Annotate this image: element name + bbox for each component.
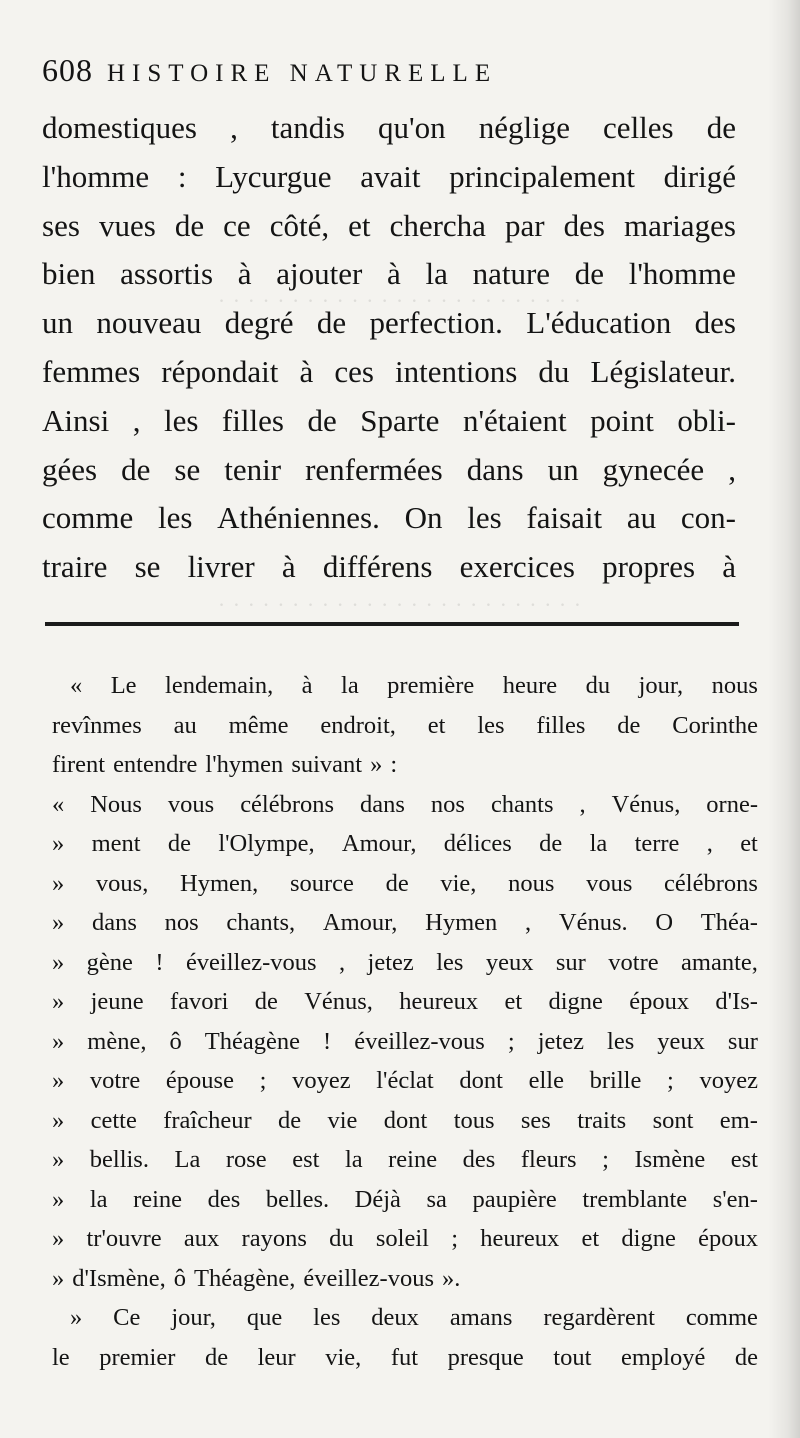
word: s'en- (712, 1185, 758, 1213)
word: » (52, 1106, 65, 1134)
word: épouse (165, 1067, 234, 1094)
word: belles. (265, 1185, 330, 1213)
word: » (52, 869, 65, 897)
word: Hymen (425, 909, 498, 936)
word: , (706, 830, 713, 857)
word: dans (360, 790, 405, 818)
word: tous (453, 1106, 495, 1134)
word: nous (508, 869, 555, 897)
word: les (436, 948, 464, 976)
word: paupière (472, 1185, 557, 1213)
word: principalement (449, 158, 636, 194)
word: Athéniennes. (217, 500, 380, 536)
word: » (52, 1067, 65, 1094)
word: de (574, 256, 605, 292)
word: : (177, 158, 187, 194)
word: livrer (187, 549, 255, 585)
word: soleil (375, 1225, 429, 1252)
word: voyez (699, 1067, 758, 1094)
word: les (157, 500, 193, 536)
footnote-line (52, 1146, 758, 1184)
word: intentions (395, 354, 518, 389)
word: de (307, 402, 337, 438)
word: Vénus, (304, 988, 373, 1015)
word: lendemain, (165, 672, 274, 699)
word: , (525, 909, 532, 936)
word: gynecée (602, 451, 705, 487)
word: même (228, 711, 289, 739)
word: filles (536, 711, 586, 739)
word: le (52, 1343, 70, 1371)
word: à (299, 354, 314, 389)
word: vie (327, 1106, 358, 1134)
word: époux (698, 1225, 758, 1252)
word: de (121, 451, 151, 487)
word: votre (608, 948, 659, 976)
word: terre (634, 830, 680, 857)
word: est (292, 1146, 320, 1173)
word: Vénus, (611, 790, 681, 818)
word: chants, (226, 909, 296, 936)
footnote-line (52, 1186, 758, 1224)
footnote-line (52, 1067, 758, 1105)
word: un (42, 305, 73, 341)
show-through-text: · · · · · · · · · · · · · · · · · · · · · · · · · (217, 288, 583, 313)
word: vous, (95, 869, 149, 897)
word: » (52, 1027, 65, 1055)
word: digne (621, 1225, 676, 1252)
word: : (390, 751, 398, 778)
word: avait (360, 158, 421, 194)
word: délices (443, 830, 512, 857)
word: ses (42, 207, 80, 243)
word: les (163, 402, 199, 438)
text-line (42, 110, 736, 156)
word: tandis (270, 110, 345, 145)
word: rayons (241, 1225, 307, 1252)
word: ô (173, 1264, 187, 1292)
word: » (52, 1185, 65, 1213)
word: , (132, 402, 141, 438)
word: différens (322, 549, 433, 585)
word: ; (666, 1067, 674, 1094)
word: qu'on (378, 110, 446, 145)
word: femmes (42, 354, 141, 389)
word: d'Ismène, (72, 1264, 166, 1292)
word: , (230, 110, 238, 145)
word: nos (164, 909, 199, 936)
word: vous (167, 790, 215, 818)
footnote-line (52, 909, 758, 947)
word: Hymen, (180, 869, 259, 897)
footnote-line (52, 949, 758, 987)
word: premier (99, 1343, 176, 1371)
word: et (504, 988, 523, 1015)
word: époux (629, 988, 690, 1015)
word: entendre (113, 751, 198, 778)
word: célébrons (664, 869, 758, 897)
word: » (52, 1225, 65, 1252)
word: vie, (325, 1343, 362, 1371)
word: tremblante (582, 1185, 688, 1213)
word: ; (451, 1225, 459, 1252)
word: vous (586, 869, 633, 897)
word: célébrons (240, 790, 335, 818)
word: la (89, 1185, 108, 1213)
word: de (204, 1343, 229, 1371)
word: dont (459, 1067, 503, 1094)
word: bellis. (89, 1146, 149, 1173)
word: , (338, 948, 346, 976)
word: par (504, 207, 545, 243)
word: favori (169, 988, 229, 1015)
word: votre (89, 1067, 141, 1094)
word: presque (447, 1343, 524, 1371)
word: Amour, (341, 830, 417, 857)
word: mariages (624, 207, 736, 243)
word: ! (155, 948, 164, 976)
word: répondait (161, 354, 279, 389)
word: ment (91, 830, 141, 857)
running-title: HISTOIRE NATURELLE (107, 60, 498, 87)
word: comme (42, 500, 134, 536)
word: se (174, 451, 201, 487)
word: nature (472, 256, 551, 292)
word: employé (620, 1343, 706, 1371)
word: chercha (389, 207, 486, 243)
word: des (207, 1185, 241, 1213)
footnote-line (52, 830, 758, 868)
word: les (607, 1027, 635, 1055)
word: » (70, 1304, 83, 1331)
word: » (52, 1264, 65, 1292)
word: leur (257, 1343, 296, 1371)
word: suivant (291, 751, 363, 778)
word: de (167, 830, 191, 857)
word: » (52, 948, 65, 976)
show-through-text: · · · · · · · · · · · · · · · · · · · · · · · · · (217, 592, 583, 617)
word: gées (42, 451, 98, 487)
word: firent (52, 751, 106, 778)
footnote-line (52, 1225, 758, 1263)
word: nous (711, 672, 758, 699)
word: jeune (90, 988, 144, 1015)
word: la (344, 1146, 363, 1173)
word: vie, (440, 869, 477, 897)
page-number: 608 (42, 52, 93, 88)
word: heureux (480, 1225, 560, 1252)
word: revînmes (52, 711, 142, 739)
word: degré (224, 305, 294, 341)
word: à (301, 672, 313, 699)
word: la (589, 830, 608, 857)
word: vues (98, 207, 156, 243)
word: heureux (399, 988, 479, 1015)
word: L'éducation (526, 305, 672, 341)
word: » (52, 830, 65, 857)
word: Ismène (634, 1146, 706, 1173)
word: amante, (681, 948, 758, 976)
word: sur (555, 948, 586, 976)
word: brille (589, 1067, 642, 1094)
word: traits (577, 1106, 627, 1134)
word: ; (507, 1027, 515, 1055)
word: yeux (657, 1027, 705, 1055)
word: traire (42, 549, 108, 585)
word: mène, (87, 1027, 147, 1055)
word: dont (383, 1106, 428, 1134)
word: la (425, 256, 448, 292)
word: sur (727, 1027, 758, 1055)
word: heure (502, 672, 558, 699)
word: reine (133, 1185, 183, 1213)
word: obli- (677, 402, 736, 438)
word: nouveau (96, 305, 202, 341)
footnote-line (52, 712, 758, 750)
text-line (42, 208, 736, 254)
word: un (547, 451, 579, 487)
word: éveillez-vous (354, 1027, 485, 1055)
word: jour, (171, 1304, 216, 1331)
word: gène (86, 948, 133, 976)
word: ces (334, 354, 374, 389)
word: » (52, 1146, 65, 1173)
word: à (237, 256, 252, 292)
word: de (316, 305, 347, 341)
word: dans (91, 909, 137, 936)
word: de (706, 110, 736, 145)
word: , (579, 790, 586, 818)
word: em- (719, 1106, 758, 1134)
text-line (42, 500, 736, 546)
word: tenir (224, 451, 282, 487)
word: filles (221, 402, 284, 438)
word: orne- (706, 790, 758, 818)
word: à (387, 256, 401, 292)
word: digne (548, 988, 603, 1015)
word: , (728, 451, 736, 487)
word: « (70, 672, 83, 699)
word: chants (490, 790, 554, 818)
word: La (174, 1146, 201, 1173)
word: Ce (113, 1304, 141, 1331)
word: exercices (459, 549, 575, 585)
word: perfection. (369, 305, 503, 341)
word: ajouter (276, 256, 363, 292)
word: assortis (120, 256, 214, 292)
word: domestiques (42, 110, 197, 145)
word: sont (652, 1106, 694, 1134)
word: aux (183, 1225, 220, 1252)
word: de (385, 869, 409, 897)
word: faisait (526, 500, 603, 536)
text-line (42, 452, 736, 498)
word: « (52, 790, 65, 818)
word: nos (430, 790, 465, 818)
footnote-line (52, 1028, 758, 1066)
word: la (341, 672, 359, 699)
word: du (329, 1225, 354, 1252)
word: sa (426, 1185, 447, 1213)
footnote-line (52, 870, 758, 908)
word: de (174, 207, 205, 243)
word: de (539, 830, 563, 857)
word: l'homme (42, 158, 150, 194)
word: Déjà (354, 1185, 401, 1213)
word: yeux (485, 948, 534, 976)
word: et (740, 830, 758, 857)
word: ». (442, 1264, 461, 1292)
word: On (404, 500, 443, 536)
word: ce (223, 207, 251, 243)
footnote-line (52, 791, 758, 829)
word: elle (528, 1067, 564, 1094)
word: du (585, 672, 611, 699)
word: côté, (269, 207, 330, 243)
word: dans (466, 451, 524, 487)
word: reine (388, 1146, 438, 1173)
word: à (722, 549, 736, 585)
footnote-line (70, 1304, 758, 1342)
word: du (538, 354, 570, 389)
running-header (42, 52, 762, 92)
word: des (462, 1146, 496, 1173)
word: de (254, 988, 278, 1015)
word: les (467, 500, 502, 536)
word: ; (602, 1146, 609, 1173)
word: » (52, 909, 65, 936)
word: endroit, (320, 711, 396, 739)
word: jetez (367, 948, 414, 976)
word: les (313, 1304, 341, 1331)
word: dirigé (663, 158, 736, 194)
word: néglige (478, 110, 570, 145)
word: se (134, 549, 161, 585)
word: rose (225, 1146, 267, 1173)
word: Ainsi (42, 402, 110, 438)
text-line (42, 549, 736, 595)
word: première (387, 672, 475, 699)
word: ses (520, 1106, 551, 1134)
footnote-line (52, 1107, 758, 1145)
word: Le (110, 672, 137, 699)
footnote-line (52, 1344, 758, 1382)
word: jetez (537, 1027, 584, 1055)
word: comme (685, 1304, 758, 1331)
word: celles (603, 110, 674, 145)
text-line (42, 403, 736, 449)
word: fut (390, 1343, 419, 1371)
word: ô (169, 1027, 182, 1055)
footnote-rule (45, 622, 739, 626)
footnote-line (52, 988, 758, 1026)
word: Corinthe (672, 711, 758, 739)
text-line (42, 354, 736, 400)
word: voyez (292, 1067, 351, 1094)
page-edge-shadow (768, 0, 800, 1438)
word: Amour, (322, 909, 398, 936)
word: propres (602, 549, 696, 585)
word: l'homme (628, 256, 736, 292)
text-line (42, 305, 736, 351)
word: bien (42, 256, 96, 292)
word: que (246, 1304, 283, 1331)
word: amans (449, 1304, 513, 1331)
word: Théa- (700, 909, 758, 936)
word: cette (90, 1106, 137, 1134)
word: au (626, 500, 657, 536)
word: d'Is- (715, 988, 758, 1015)
word: tr'ouvre (86, 1225, 162, 1252)
text-line (42, 256, 736, 302)
word: et (427, 711, 446, 739)
footnote-line (52, 751, 758, 789)
word: source (289, 869, 354, 897)
word: point (590, 402, 654, 438)
word: au (173, 711, 197, 739)
word: des (694, 305, 736, 341)
word: l'hymen (205, 751, 284, 778)
word: ! (323, 1027, 332, 1055)
word: renfermées (305, 451, 443, 487)
word: Nous (90, 790, 142, 818)
word: Législateur. (590, 354, 736, 389)
word: l'éclat (376, 1067, 434, 1094)
word: » (52, 988, 65, 1015)
word: Théagène, (194, 1264, 296, 1292)
word: n'étaient (462, 402, 567, 438)
word: O (655, 909, 674, 936)
footnote-line (52, 1265, 758, 1303)
word: regardèrent (543, 1304, 655, 1331)
word: fraîcheur (163, 1106, 252, 1134)
word: fleurs (520, 1146, 577, 1173)
word: Théagène (204, 1027, 300, 1055)
word: tout (553, 1343, 592, 1371)
word: à (281, 549, 296, 585)
footnote-line (70, 672, 758, 710)
word: Vénus. (558, 909, 628, 936)
word: ; (259, 1067, 267, 1094)
word: et (581, 1225, 600, 1252)
word: de (277, 1106, 302, 1134)
word: » (370, 751, 383, 778)
word: de (734, 1343, 758, 1371)
word: Sparte (360, 402, 440, 438)
word: est (730, 1146, 758, 1173)
word: et (348, 207, 371, 243)
word: con- (680, 500, 736, 536)
word: éveillez-vous (185, 948, 317, 976)
word: jour, (638, 672, 684, 699)
word: des (563, 207, 605, 243)
word: les (477, 711, 505, 739)
word: l'Olympe, (218, 830, 315, 857)
word: de (617, 711, 641, 739)
word: deux (371, 1304, 419, 1331)
text-line (42, 159, 736, 205)
word: éveillez-vous (303, 1264, 435, 1292)
word: Lycurgue (215, 158, 332, 194)
